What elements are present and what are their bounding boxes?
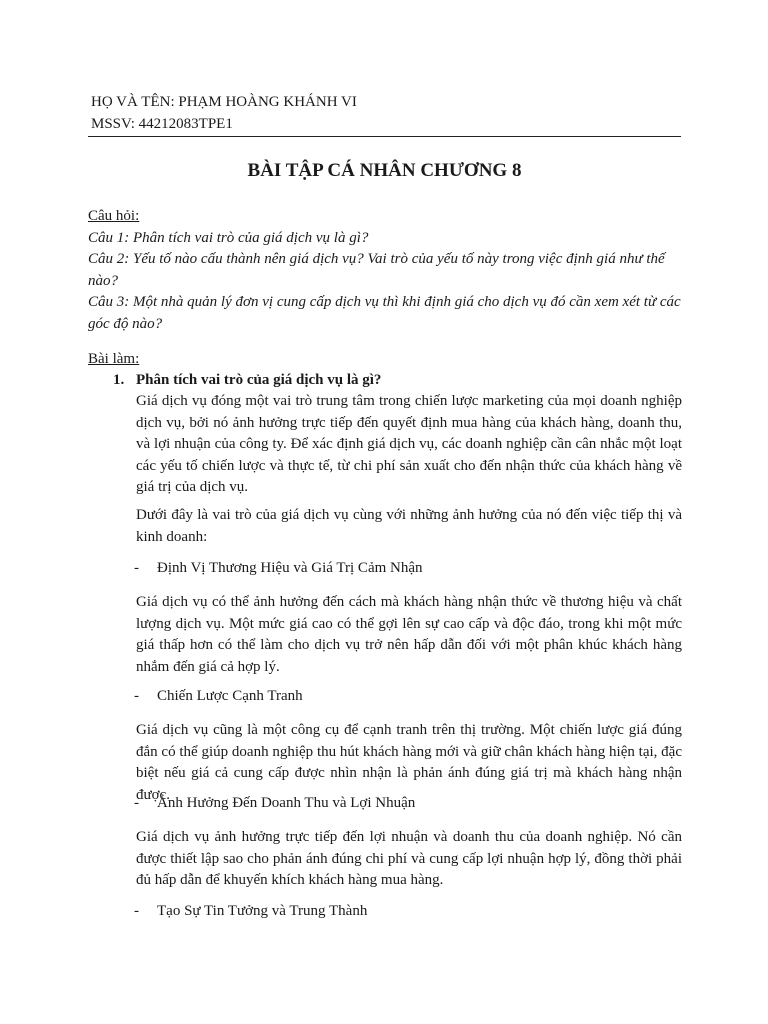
question-2: Câu 2: Yếu tố nào cấu thành nên giá dịch vụ? Vai trò của yếu tố này trong việc định giá như thế nào? bbox=[88, 251, 665, 289]
bullet-dash: - bbox=[134, 903, 139, 919]
bullet-3-text: Giá dịch vụ ảnh hưởng trực tiếp đến lợi nhuận và doanh thu của doanh nghiệp. Nó cần được thiết lập sao cho phản ánh đúng chi phí và cung cấp lợi nhuận hợp lý, đồng thời phải đủ hấp dẫn để khuyến khích khách hàng mua hàng. bbox=[136, 829, 682, 888]
header-divider bbox=[88, 136, 681, 137]
bullet-3-title: Ảnh Hưởng Đến Doanh Thu và Lợi Nhuận bbox=[157, 795, 416, 811]
bullet-1 bbox=[134, 558, 423, 580]
bullet-3 bbox=[134, 793, 415, 815]
bullet-4-title: Tạo Sự Tin Tưởng và Trung Thành bbox=[157, 903, 368, 919]
bullet-2-text: Giá dịch vụ cũng là một công cụ để cạnh tranh trên thị trường. Một chiến lược giá đúng đắn có thể giúp doanh nghiệp thu hút khách hàng mới và giữ chân khách hàng hiện tại, đặc biệt nếu giá cả cung cấp được nhìn nhận là phản ánh đúng giá trị mà khách hàng nhận được. bbox=[136, 722, 682, 803]
bullet-dash: - bbox=[134, 560, 139, 576]
bullet-dash: - bbox=[134, 688, 139, 704]
bullet-dash: - bbox=[134, 795, 139, 811]
section-1-lead: Dưới đây là vai trò của giá dịch vụ cùng với những ảnh hưởng của nó đến việc tiếp thị và kinh doanh: bbox=[136, 507, 682, 545]
bullet-2 bbox=[134, 686, 303, 708]
student-name-line: HỌ VÀ TÊN: PHẠM HOÀNG KHÁNH VI bbox=[91, 94, 357, 110]
answer-heading-row bbox=[88, 349, 681, 371]
bullet-1-text: Giá dịch vụ có thể ảnh hưởng đến cách mà khách hàng nhận thức về thương hiệu và chất lượng dịch vụ. Một mức giá cao có thể gợi lên sự cao cấp và độc đáo, trong khi một mức giá thấp hơn có thể làm cho dịch vụ trở nên hấp dẫn đối với một phân khúc khách hàng nhắm đến giá cả hợp lý. bbox=[136, 594, 682, 675]
bullet-1-title: Định Vị Thương Hiệu và Giá Trị Cảm Nhận bbox=[157, 560, 423, 576]
section-1-number: 1. bbox=[113, 372, 125, 388]
questions-block bbox=[88, 206, 681, 335]
questions-heading: Câu hỏi: bbox=[88, 208, 140, 224]
page-title: BÀI TẬP CÁ NHÂN CHƯƠNG 8 bbox=[247, 160, 522, 181]
section-1-title: Phân tích vai trò của giá dịch vụ là gì? bbox=[136, 372, 382, 388]
bullet-2-title: Chiến Lược Cạnh Tranh bbox=[157, 688, 303, 704]
section-1-intro: Giá dịch vụ đóng một vai trò trung tâm trong chiến lược marketing của mọi doanh nghiệp dịch vụ, bởi nó ảnh hưởng trực tiếp đến quyết định mua hàng của khách hàng, doanh thu, và lợi nhuận của công ty. Để xác định giá dịch vụ, các doanh nghiệp cần cân nhắc một loạt các yếu tố chiến lược và thực tế, từ chi phí sản xuất cho đến nhận thức của khách hàng về giá trị của dịch vụ. bbox=[136, 393, 682, 495]
question-3: Câu 3: Một nhà quản lý đơn vị cung cấp dịch vụ thì khi định giá cho dịch vụ đó cần xem xét từ các góc độ nào? bbox=[88, 294, 681, 332]
answer-heading: Bài làm: bbox=[88, 351, 140, 367]
bullet-4 bbox=[134, 901, 367, 923]
question-1: Câu 1: Phân tích vai trò của giá dịch vụ là gì? bbox=[88, 229, 369, 246]
student-id-line: MSSV: 44212083TPE1 bbox=[91, 116, 233, 132]
section-1-heading bbox=[113, 370, 381, 392]
